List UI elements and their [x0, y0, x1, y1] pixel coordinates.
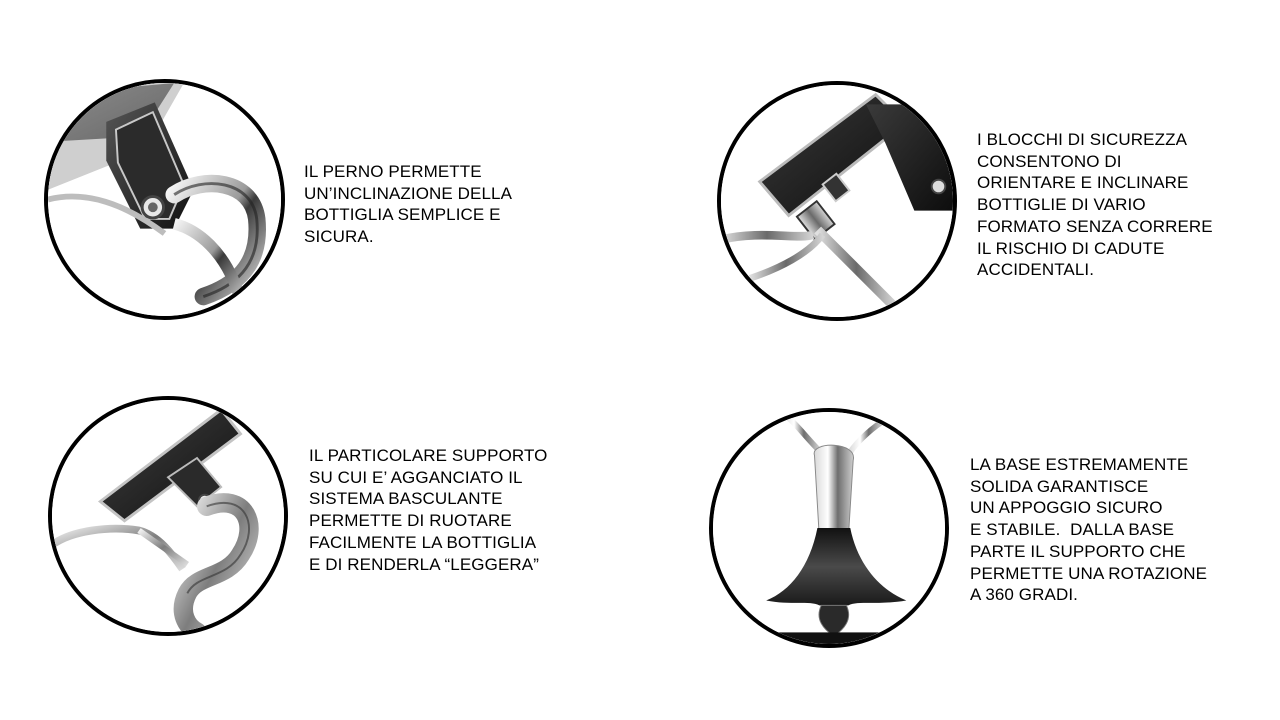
caption-line: SOLIDA GARANTISCE	[970, 476, 1149, 496]
caption-line: SICURA.	[304, 227, 374, 247]
safety-locks-detail-image	[717, 81, 957, 321]
caption-line: PERMETTE UNA ROTAZIONE	[970, 563, 1208, 583]
caption-line: SISTEMA BASCULANTE	[309, 489, 503, 509]
rotating-base-illustration	[713, 412, 945, 644]
caption-line: I BLOCCHI DI SICUREZZA	[977, 130, 1188, 149]
caption-line: A 360 GRADI.	[970, 585, 1078, 605]
caption-line: FORMATO SENZA CORRERE	[977, 216, 1213, 236]
tilting-support-caption	[309, 445, 547, 575]
caption-line: CONSENTONO DI	[977, 151, 1122, 171]
pivot-joint-illustration	[48, 83, 281, 316]
pivot-caption	[304, 161, 512, 248]
caption-line: ORIENTARE E INCLINARE	[977, 173, 1189, 193]
pivot-detail-image	[44, 79, 285, 320]
tilting-support-illustration	[52, 400, 284, 632]
caption-line: BOTTIGLIA SEMPLICE E	[304, 205, 501, 225]
safety-locks-caption	[977, 129, 1213, 281]
caption-line: SU CUI E’ AGGANCIATO IL	[309, 467, 523, 487]
caption-line: PERMETTE DI RUOTARE	[309, 511, 512, 531]
caption-line: PARTE IL SUPPORTO CHE	[970, 541, 1186, 561]
caption-line: ACCIDENTALI.	[977, 260, 1095, 280]
caption-line: BOTTIGLIE DI VARIO	[977, 195, 1146, 215]
caption-line: IL PARTICOLARE SUPPORTO	[309, 446, 548, 465]
caption-line: UN’INCLINAZIONE DELLA	[304, 183, 513, 203]
caption-line: FACILMENTE LA BOTTIGLIA	[309, 532, 537, 552]
caption-line: E STABILE. DALLA BASE	[970, 520, 1175, 540]
tilting-support-detail-image	[48, 396, 288, 636]
rotating-base-detail-image	[709, 408, 949, 648]
caption-line: LA BASE ESTREMAMENTE	[970, 455, 1189, 474]
rotating-base-caption	[970, 454, 1207, 606]
caption-line: E DI RENDERLA “LEGGERA”	[309, 554, 539, 574]
caption-line: IL PERNO PERMETTE	[304, 162, 482, 181]
caption-line: UN APPOGGIO SICURO	[970, 498, 1163, 518]
safety-locks-illustration	[721, 85, 953, 317]
caption-line: IL RISCHIO DI CADUTE	[977, 238, 1165, 258]
